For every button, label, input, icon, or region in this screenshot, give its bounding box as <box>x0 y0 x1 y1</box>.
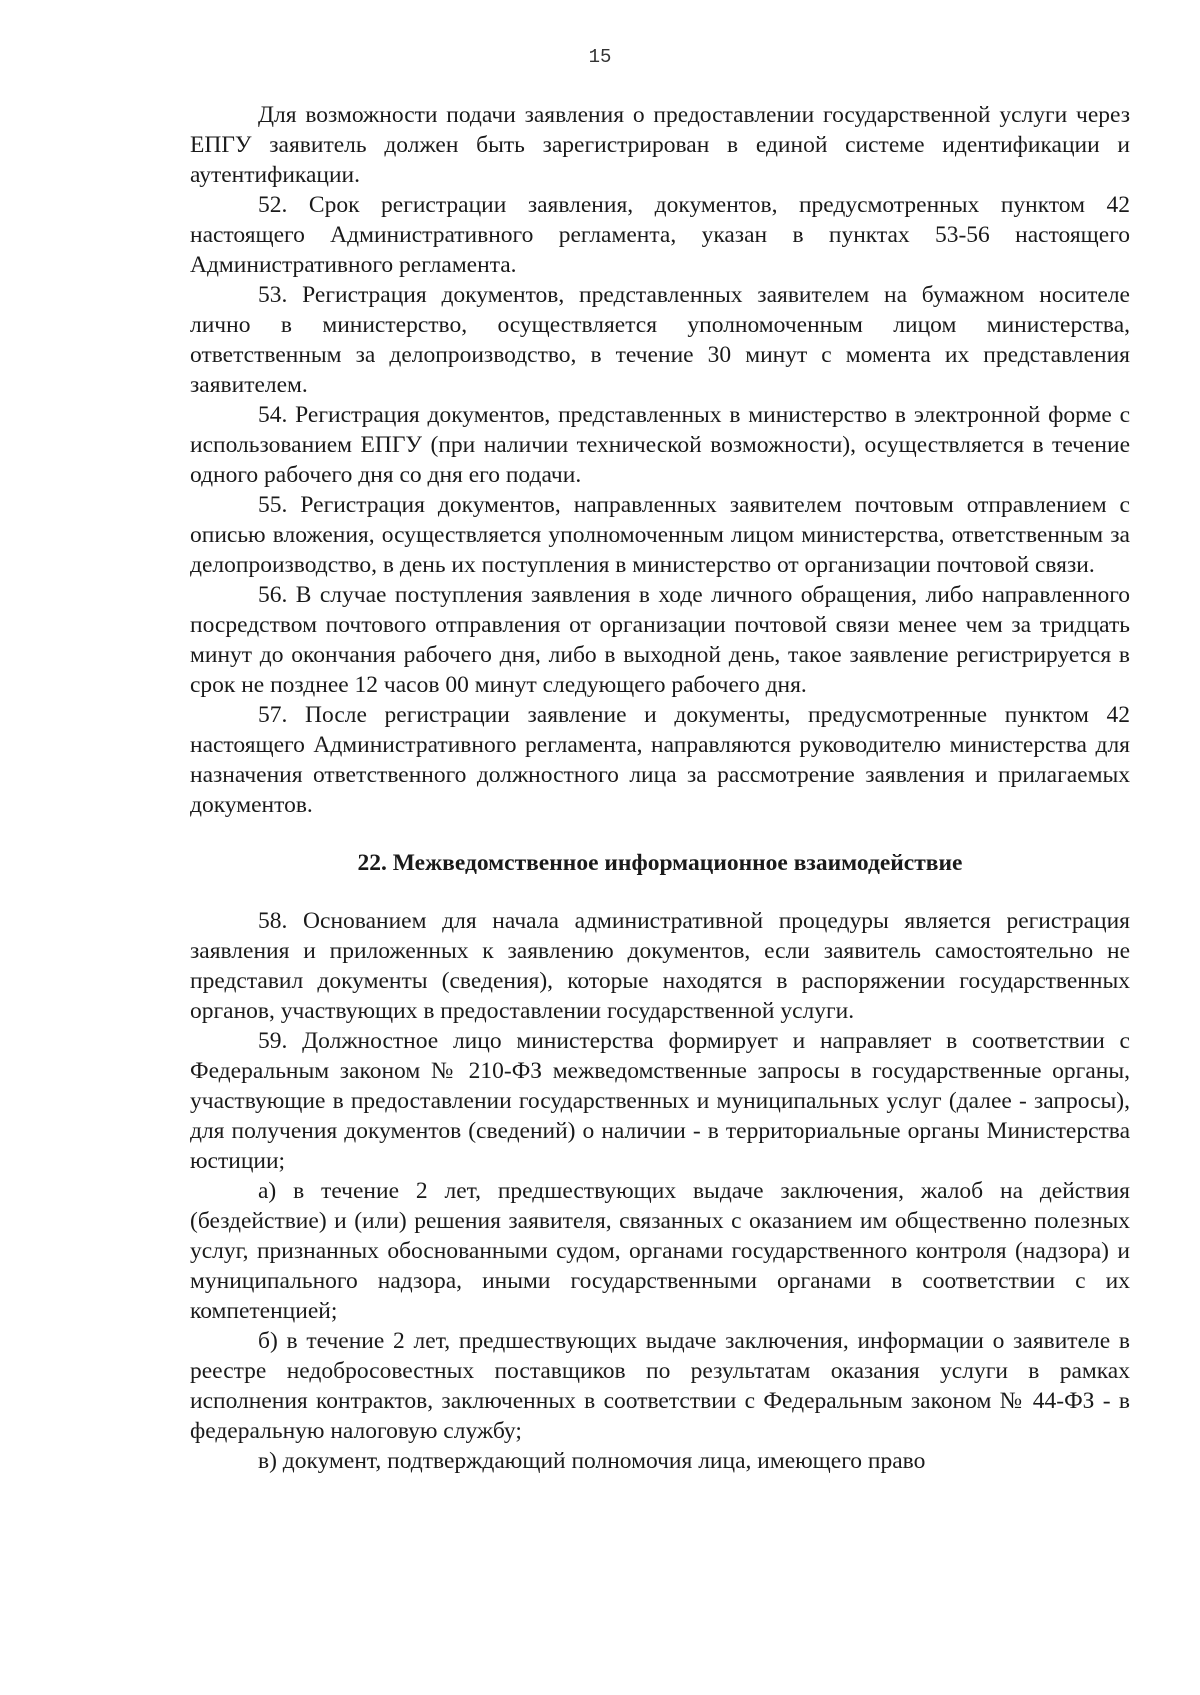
paragraph-59: 59. Должностное лицо министерства формирует и направляет в соответствии с Федеральным законом № 210-ФЗ межведомственные запросы в государственные органы, участвующие в предоставлении государственных и муниципальных услуг (далее - запросы), для получения документов (сведений) о наличии - в территориальные органы Министерства юстиции; <box>190 1028 1130 1174</box>
paragraph-59-b: б) в течение 2 лет, предшествующих выдаче заключения, информации о заявителе в реестре недобросовестных поставщиков по результатам оказания услуги в рамках исполнения контрактов, заключенных в соответствии с Федеральным законом № 44-ФЗ - в федеральную налоговую службу; <box>190 1328 1130 1444</box>
paragraph-59-a: а) в течение 2 лет, предшествующих выдаче заключения, жалоб на действия (бездействие) и (или) решения заявителя, связанных с оказанием им общественно полезных услуг, признанных обоснованными судом, органами государственного контроля (надзора) и муниципального надзора, иными государственными органами в соответствии с их компетенцией; <box>190 1178 1130 1324</box>
page-number: 15 <box>588 46 612 68</box>
document-body <box>190 100 1130 1476</box>
paragraph-52: 52. Срок регистрации заявления, документов, предусмотренных пунктом 42 настоящего Административного регламента, указан в пунктах 53-56 настоящего Административного регламента. <box>190 192 1130 278</box>
paragraph-55: 55. Регистрация документов, направленных заявителем почтовым отправлением с описью вложения, осуществляется уполномоченным лицом министерства, ответственным за делопроизводство, в день их поступления в министерство от организации почтовой связи. <box>190 492 1130 578</box>
paragraph-58: 58. Основанием для начала административной процедуры является регистрация заявления и приложенных к заявлению документов, если заявитель самостоятельно не представил документы (сведения), которые находятся в распоряжении государственных органов, участвующих в предоставлении государственной услуги. <box>190 908 1130 1024</box>
paragraph-59-v: в) документ, подтверждающий полномочия лица, имеющего право <box>258 1448 926 1474</box>
paragraph-56: 56. В случае поступления заявления в ходе личного обращения, либо направленного посредством почтового отправления от организации почтовой связи менее чем за тридцать минут до окончания рабочего дня, либо в выходной день, такое заявление регистрируется в срок не позднее 12 часов 00 минут следующего рабочего дня. <box>190 582 1130 698</box>
section-title: 22. Межведомственное информационное взаимодействие <box>357 850 963 876</box>
paragraph-57: 57. После регистрации заявление и документы, предусмотренные пунктом 42 настоящего Административного регламента, направляются руководителю министерства для назначения ответственного должностного лица за рассмотрение заявления и прилагаемых документов. <box>190 702 1130 818</box>
paragraph-registration-requirement: Для возможности подачи заявления о предоставлении государственной услуги через ЕПГУ заявитель должен быть зарегистрирован в единой системе идентификации и аутентификации. <box>190 102 1130 188</box>
paragraph-54: 54. Регистрация документов, представленных в министерство в электронной форме с использованием ЕПГУ (при наличии технической возможности), осуществляется в течение одного рабочего дня со дня его подачи. <box>190 402 1130 488</box>
paragraph-53: 53. Регистрация документов, представленных заявителем на бумажном носителе лично в министерство, осуществляется уполномоченным лицом министерства, ответственным за делопроизводство, в течение 30 минут с момента их представления заявителем. <box>190 282 1130 398</box>
